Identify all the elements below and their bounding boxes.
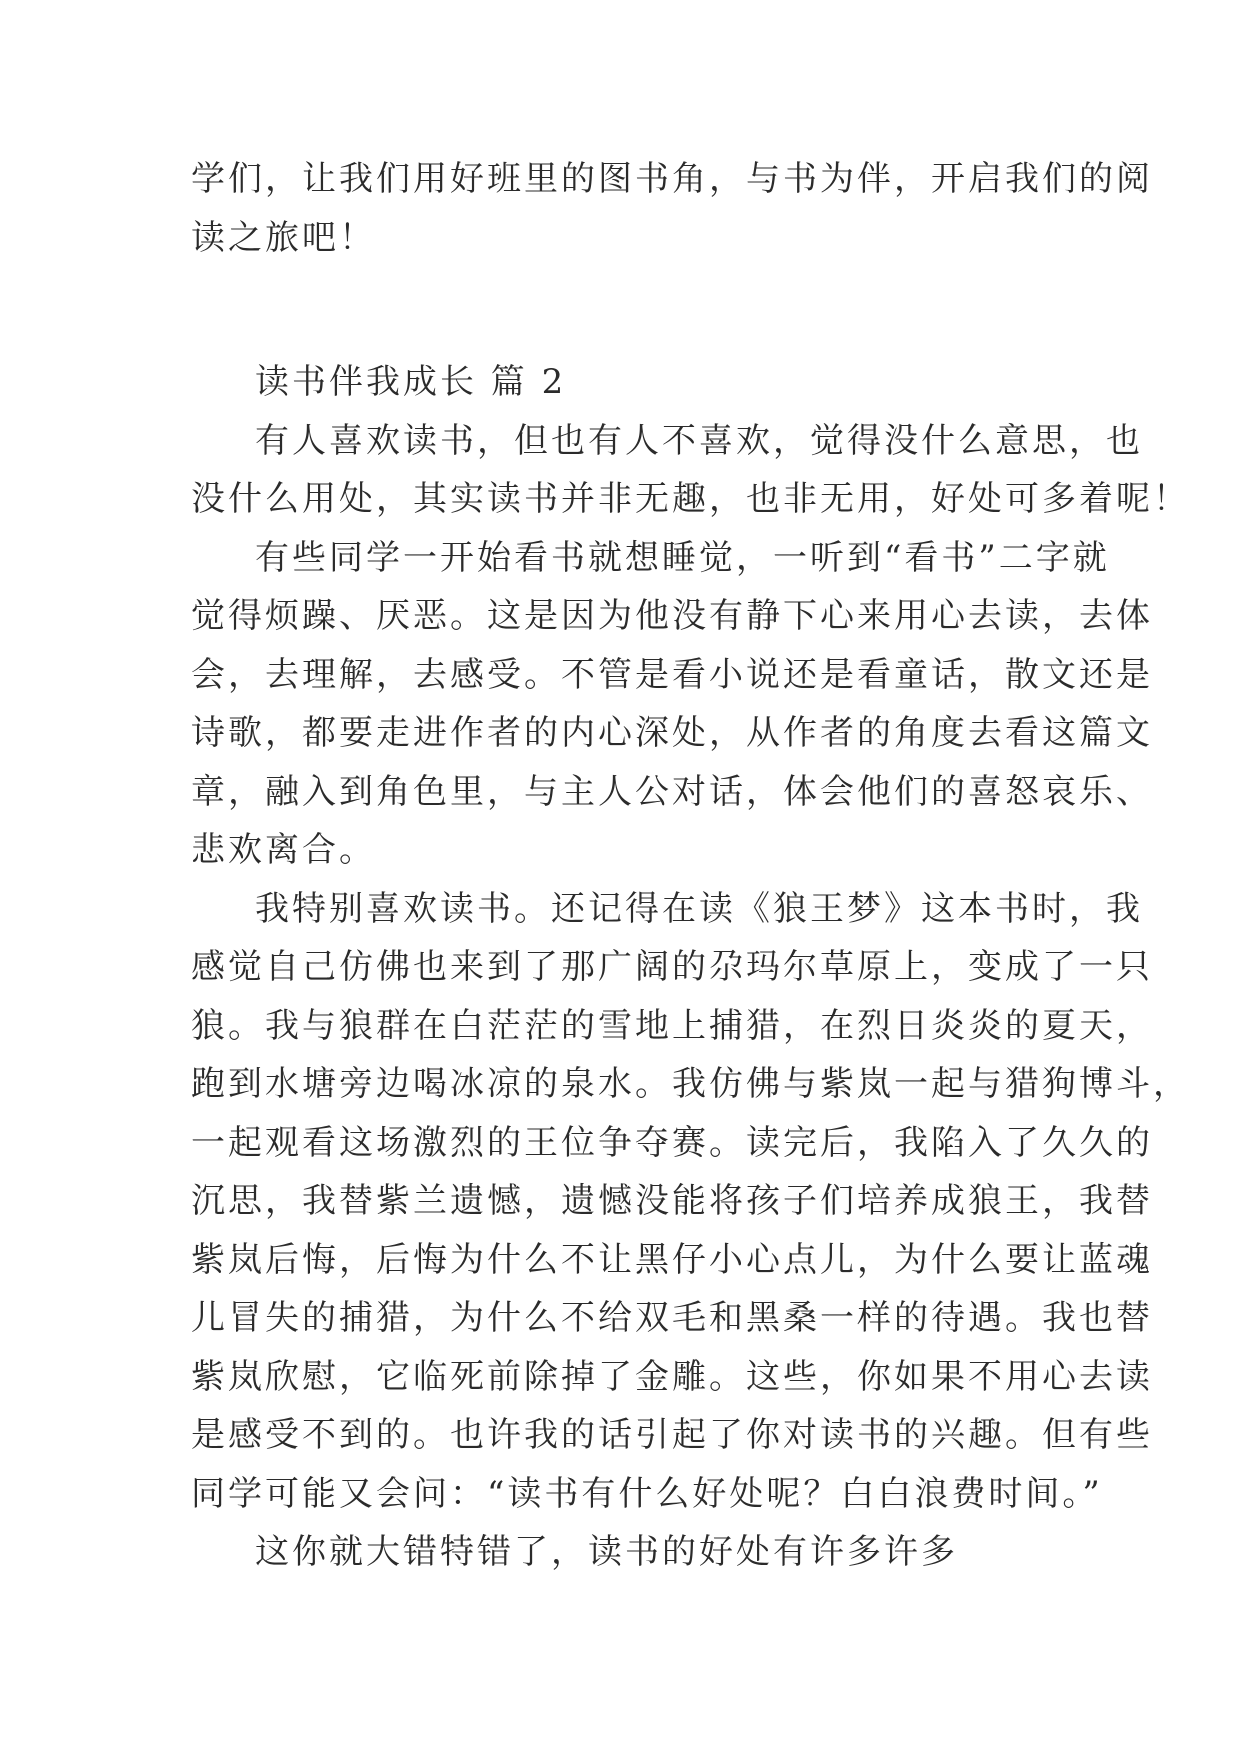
document-page bbox=[191, 150, 1190, 1582]
text-line: 没什么用处，其实读书并非无趣，也非无用，好处可多着呢！ bbox=[191, 479, 1190, 519]
text-line: 沉思，我替紫兰遗憾，遗憾没能将孩子们培养成狼王，我替 bbox=[191, 1181, 1153, 1221]
text-line: 跑到水塘旁边喝冰凉的泉水。我仿佛与紫岚一起与猎狗博斗， bbox=[191, 1064, 1190, 1104]
text-line: 狼。我与狼群在白茫茫的雪地上捕猎，在烈日炎炎的夏天， bbox=[191, 1005, 1153, 1046]
text-line: 有些同学一开始看书就想睡觉，一听到“看书”二字就 bbox=[255, 537, 1110, 578]
text-line: 有人喜欢读书，但也有人不喜欢，觉得没什么意思，也 bbox=[255, 420, 1143, 461]
text-line: 诗歌，都要走进作者的内心深处，从作者的角度去看这篇文 bbox=[191, 713, 1153, 753]
text-line: 是感受不到的。也许我的话引起了你对读书的兴趣。但有些 bbox=[191, 1415, 1153, 1455]
text-line: 觉得烦躁、厌恶。这是因为他没有静下心来用心去读，去体 bbox=[191, 596, 1153, 636]
text-line: 同学可能又会问：“读书有什么好处呢？白白浪费时间。” bbox=[191, 1473, 1103, 1514]
section-gap bbox=[191, 267, 1051, 353]
text-line: 一起观看这场激烈的王位争夺赛。读完后，我陷入了久久的 bbox=[191, 1122, 1153, 1163]
text-line: 学们，让我们用好班里的图书角，与书为伴，开启我们的阅 bbox=[191, 159, 1153, 199]
text-line: 悲欢离合。 bbox=[191, 830, 376, 870]
text-line: 我特别喜欢读书。还记得在读《狼王梦》这本书时，我 bbox=[255, 888, 1143, 929]
text-line: 章，融入到角色里，与主人公对话，体会他们的喜怒哀乐、 bbox=[191, 771, 1153, 812]
text-line: 会，去理解，去感受。不管是看小说还是看童话，散文还是 bbox=[191, 654, 1153, 695]
section-title: 读书伴我成长 篇 2 bbox=[255, 362, 567, 402]
paragraph-2 bbox=[191, 529, 1153, 880]
text-line: 这你就大错特错了，读书的好处有许多许多 bbox=[255, 1532, 958, 1572]
text-line: 紫岚后悔，后悔为什么不让黑仔小心点儿，为什么要让蓝魂 bbox=[191, 1239, 1153, 1280]
text-line: 感觉自己仿佛也来到了那广阔的尕玛尔草原上，变成了一只 bbox=[191, 947, 1153, 987]
text-line: 读之旅吧！ bbox=[191, 217, 376, 258]
text-line: 儿冒失的捕猎，为什么不给双毛和黑桑一样的待遇。我也替 bbox=[191, 1298, 1153, 1338]
text-line: 紫岚欣慰，它临死前除掉了金雕。这些，你如果不用心去读 bbox=[191, 1356, 1153, 1397]
paragraph-1 bbox=[191, 412, 1190, 529]
paragraph-4 bbox=[191, 1523, 1051, 1582]
paragraph-3 bbox=[191, 880, 1190, 1524]
